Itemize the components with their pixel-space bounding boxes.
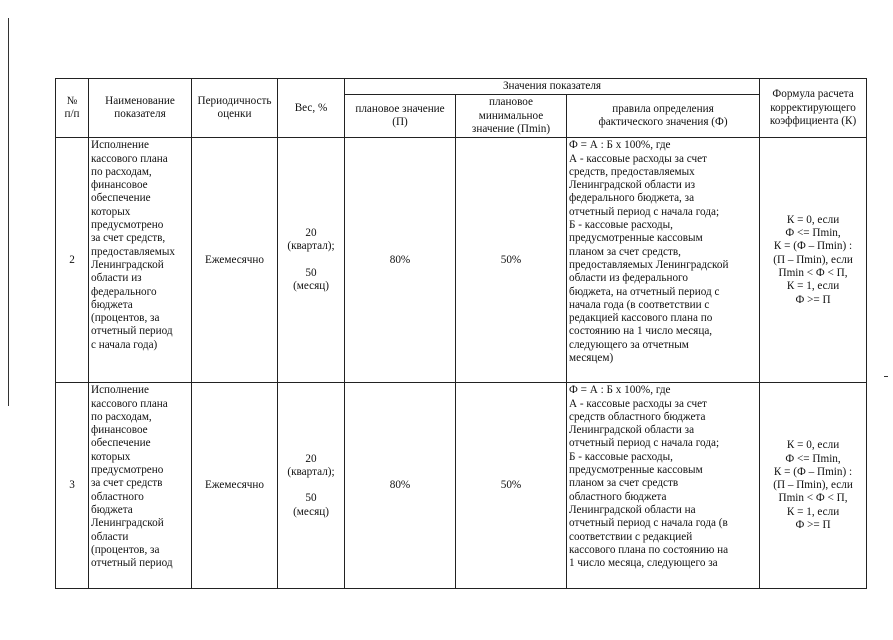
row-planned: 80% bbox=[345, 138, 456, 383]
row-rules-cell bbox=[567, 383, 760, 589]
col-header-planned: плановое значение (П) bbox=[345, 95, 456, 138]
col-header-num: № п/п bbox=[56, 79, 89, 138]
row-name: Исполнение кассового плана по расходам, финансовое обеспечение которых предусмотрено за счет средств, предоставляемых Ленинградской области из федерального бюджета (процентов, за отчетный период с начала года) bbox=[89, 138, 192, 383]
row-planned-min: 50% bbox=[456, 138, 567, 383]
col-header-period: Периодичность оценки bbox=[192, 79, 278, 138]
col-header-name: Наименование показателя bbox=[89, 79, 192, 138]
table-row bbox=[56, 138, 867, 383]
row-weight: 20 (квартал); 50 (месяц) bbox=[278, 138, 345, 383]
row-rules: Ф = А : Б х 100%, где А - кассовые расходы за счет средств областного бюджета Ленинградской области за отчетный период с начала года; Б - кассовые расходы, предусмотренные кассовым планом за счет средств областного бюджета Ленинградской области на отчетный период с начала года (в соответствии с редакцией кассового плана по состоянию на 1 число месяца, следующего за bbox=[569, 384, 729, 570]
row-weight: 20 (квартал); 50 (месяц) bbox=[278, 383, 345, 589]
col-header-values-group: Значения показателя bbox=[345, 79, 760, 95]
col-header-formula: Формула расчета корректирующего коэффициента (К) bbox=[760, 79, 867, 138]
row-rules: Ф = А : Б х 100%, где А - кассовые расходы за счет средств, предоставляемых Ленинградской области из федерального бюджета, за отчетный период с начала года; Б - кассовые расходы, предусмотренные кассовым планом за счет средств, предоставляемых Ленинградской области из федерального бюджета, на отчетный период с начала года (в соответствии с редакцией кассового плана по состоянию на 1 число месяца, следующего за отчетным месяцем) bbox=[567, 138, 760, 383]
row-name-cell bbox=[89, 383, 192, 589]
col-header-weight: Вес, % bbox=[278, 79, 345, 138]
row-num: 3 bbox=[56, 383, 89, 589]
row-formula: К = 0, если Ф <= Пmin, К = (Ф – Пmin) : (П – Пmin), если Пmin < Ф < П, К = 1, если Ф >= П bbox=[760, 138, 867, 383]
row-period: Ежемесячно bbox=[192, 138, 278, 383]
right-edge-mark bbox=[884, 376, 888, 377]
row-num: 2 bbox=[56, 138, 89, 383]
col-header-rules: правила определения фактического значения (Ф) bbox=[567, 95, 760, 138]
table-row bbox=[56, 383, 867, 589]
header-row-1 bbox=[56, 79, 867, 95]
indicators-table bbox=[55, 78, 867, 589]
row-planned-min: 50% bbox=[456, 383, 567, 589]
row-formula: К = 0, если Ф <= Пmin, К = (Ф – Пmin) : (П – Пmin), если Пmin < Ф < П, К = 1, если Ф >= П bbox=[760, 383, 867, 589]
row-period: Ежемесячно bbox=[192, 383, 278, 589]
row-name: Исполнение кассового плана по расходам, финансовое обеспечение которых предусмотрено за счет средств областного бюджета Ленинградской области (процентов, за отчетный период bbox=[91, 384, 173, 570]
col-header-planned-min: плановое минимальное значение (Пmin) bbox=[456, 95, 567, 138]
row-planned: 80% bbox=[345, 383, 456, 589]
left-margin-line bbox=[8, 18, 9, 406]
